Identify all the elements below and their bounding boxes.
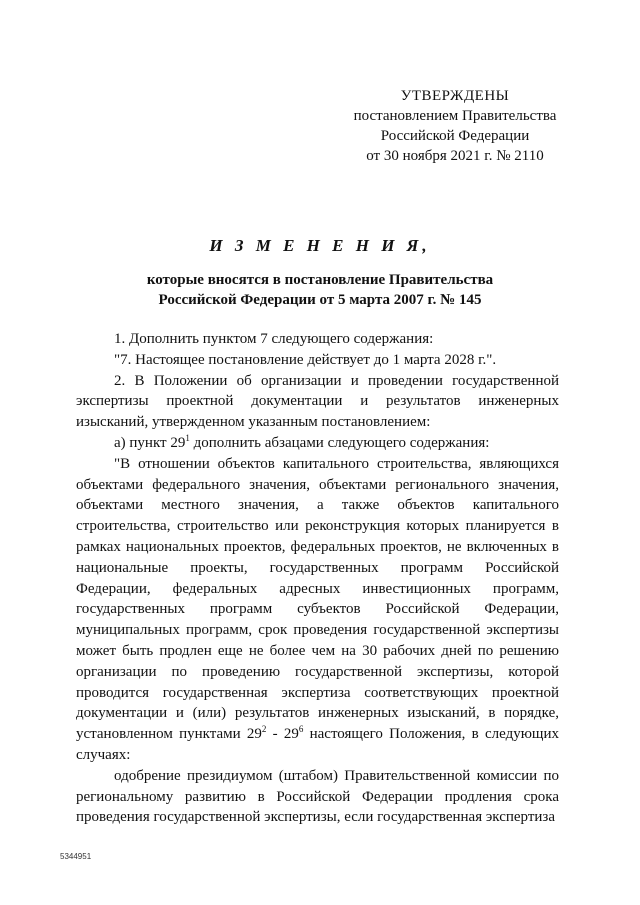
paragraph-3: 2. В Положении об организации и проведении государственной экспертизы проектной документации и результатов инженерных изысканий, утвержденном указанным постановлением: (76, 372, 559, 431)
paragraph-5-text-a: "В отношении объектов капитального строительства, являющихся объектами федерального значения, объектами регионального значения, объектами местного значения, а также объектов капитального строительства, строительство или реконструкция которых планируется в рамках национальных проектов, федеральных проектов, не включенных в национальные проекты, государственных программ Российской Федерации, федеральных адресных инвестиционных программ, государственных программ субъектов Российской Федерации, муниципальных программ, срок проведения государственной экспертизы может быть продлен еще не более чем на 30 рабочих дней по решению организации по проведению государственной экспертизы, которой проводится государственная экспертиза соответствующих проектной документации и (или) результатов инженерных изысканий, в порядке, установленном пунктами 29 (76, 455, 559, 743)
approval-stamp (330, 86, 580, 166)
document-heading (60, 236, 580, 310)
paragraph-5-text-c: настоящего Положения, в следующих случаях: (76, 726, 559, 763)
document-number: 5344951 (60, 852, 92, 861)
paragraph-4-text-a: а) пункт 29 (114, 434, 186, 451)
paragraph-5 (76, 454, 559, 766)
paragraph-6: одобрение президиумом (штабом) Правительственной комиссии по региональному развитию в Российской Федерации продления срока проведения государственной экспертизы, если государственная экспертиза (76, 767, 559, 826)
paragraph-5-text-b: - 29 (266, 726, 299, 743)
paragraph-4-text-b: дополнить абзацами следующего содержания: (189, 434, 490, 451)
paragraph-2: "7. Настоящее постановление действует до 1 марта 2028 г.". (114, 351, 497, 368)
paragraph-4 (76, 433, 559, 454)
heading-subtitle-line-1: которые вносятся в постановление Правительства (146, 272, 494, 288)
heading-title: И З М Е Н Е Н И Я, (209, 236, 431, 255)
paragraph-4-superscript: 1 (185, 432, 190, 443)
approval-title: УТВЕРЖДЕНЫ (400, 88, 510, 104)
approval-line-3: от 30 ноября 2021 г. № 2110 (366, 148, 544, 164)
paragraph-1: 1. Дополнить пунктом 7 следующего содержания: (114, 331, 434, 347)
approval-line-2: Российской Федерации (380, 128, 530, 144)
paragraph-5-superscript-2: 6 (298, 724, 304, 735)
heading-subtitle-line-2: Российской Федерации от 5 марта 2007 г. № 145 (158, 292, 482, 308)
paragraph-5-superscript-1: 2 (261, 724, 267, 735)
approval-line-1: постановлением Правительства (353, 108, 557, 124)
document-body (76, 329, 559, 828)
